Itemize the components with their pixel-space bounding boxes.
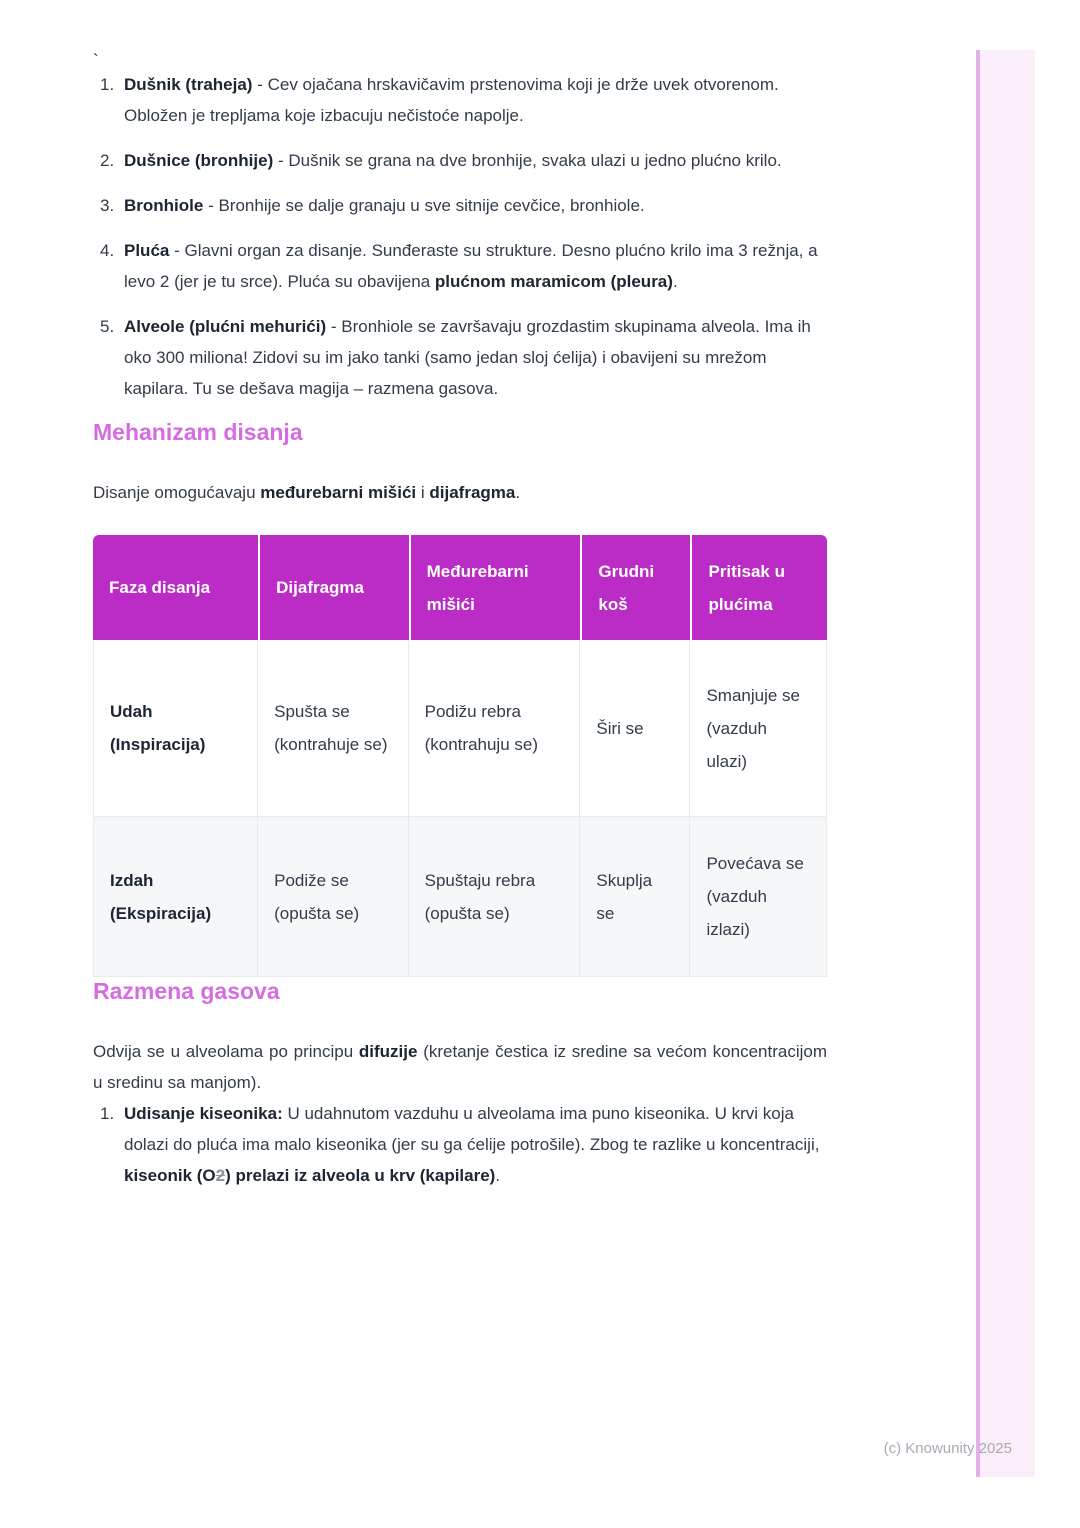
list-item: Dušnik (traheja) - Cev ojačana hrskavičavim prstenovima koji je drže uvek otvorenom. Obložen je trepljama koje izbacuju nečistoće napolje. bbox=[124, 75, 779, 125]
table-header-cell: Dijafragma bbox=[258, 535, 408, 640]
side-panel-highlight bbox=[976, 50, 1035, 1477]
table-row bbox=[93, 817, 827, 977]
gas-exchange-intro-paragraph: Odvija se u alveolama po principu difuzije (kretanje čestica iz sredine sa većom koncentracijom u sredinu sa manjom). bbox=[93, 1042, 827, 1092]
list-item: Pluća - Glavni organ za disanje. Sunđeraste su strukture. Desno plućno krilo ima 3 režnja, a levo 2 (jer je tu srce). Pluća su obavijena plućnom maramicom (pleura). bbox=[124, 241, 818, 291]
table-header-cell: Grudni koš bbox=[580, 535, 690, 640]
table-row bbox=[93, 640, 827, 817]
table-header-row bbox=[93, 535, 827, 640]
gas-exchange-list bbox=[93, 1098, 827, 1191]
watermark: (c) Knowunity 2025 bbox=[883, 1440, 1012, 1457]
table-cell: Spušta se (kontrahuje se) bbox=[258, 640, 408, 817]
table-cell: Širi se bbox=[580, 640, 690, 817]
table-header-cell: Faza disanja bbox=[93, 535, 258, 640]
section-heading-mechanism: Mehanizam disanja bbox=[93, 419, 303, 445]
list-item: Bronhiole - Bronhije se dalje granaju u sve sitnije cevčice, bronhiole. bbox=[124, 196, 645, 215]
table-cell: Podižu rebra (kontrahuju se) bbox=[409, 640, 581, 817]
document-content bbox=[93, 0, 827, 1205]
table-cell: Skuplja se bbox=[580, 817, 690, 977]
table-cell: Izdah (Ekspiracija) bbox=[93, 817, 258, 977]
table-header-cell: Pritisak u plućima bbox=[690, 535, 827, 640]
list-item: Dušnice (bronhije) - Dušnik se grana na dve bronhije, svaka ulazi u jedno plućno krilo. bbox=[124, 151, 782, 170]
table-cell: Smanjuje se (vazduh ulazi) bbox=[690, 640, 827, 817]
breathing-phases-table bbox=[93, 535, 827, 977]
stray-backtick: ` bbox=[93, 51, 99, 70]
list-item: Alveole (plućni mehurići) - Bronhiole se završavaju grozdastim skupinama alveola. Ima ih oko 300 miliona! Zidovi su im jako tanki (samo jedan sloj ćelija) i obavijeni su mrežom kapilara. Tu se dešava magija – razmena gasova. bbox=[124, 317, 811, 398]
table-cell: Udah (Inspiracija) bbox=[93, 640, 258, 817]
table-cell: Povećava se (vazduh izlazi) bbox=[690, 817, 827, 977]
table-cell: Spuštaju rebra (opušta se) bbox=[409, 817, 581, 977]
respiratory-organs-list bbox=[93, 69, 827, 404]
table-cell: Podiže se (opušta se) bbox=[258, 817, 408, 977]
table-header-cell: Međurebarni mišići bbox=[409, 535, 581, 640]
mechanism-intro-paragraph: Disanje omogućavaju međurebarni mišići i dijafragma. bbox=[93, 483, 521, 502]
list-item: Udisanje kiseonika: U udahnutom vazduhu u alveolama ima puno kiseonika. U krvi koja dolazi do pluća ima malo kiseonika (jer su ga ćelije potrošile). Zbog te razlike u koncentraciji, kiseonik (O2) prelazi iz alveola u krv (kapilare). bbox=[124, 1104, 820, 1185]
section-heading-gas-exchange: Razmena gasova bbox=[93, 978, 280, 1004]
